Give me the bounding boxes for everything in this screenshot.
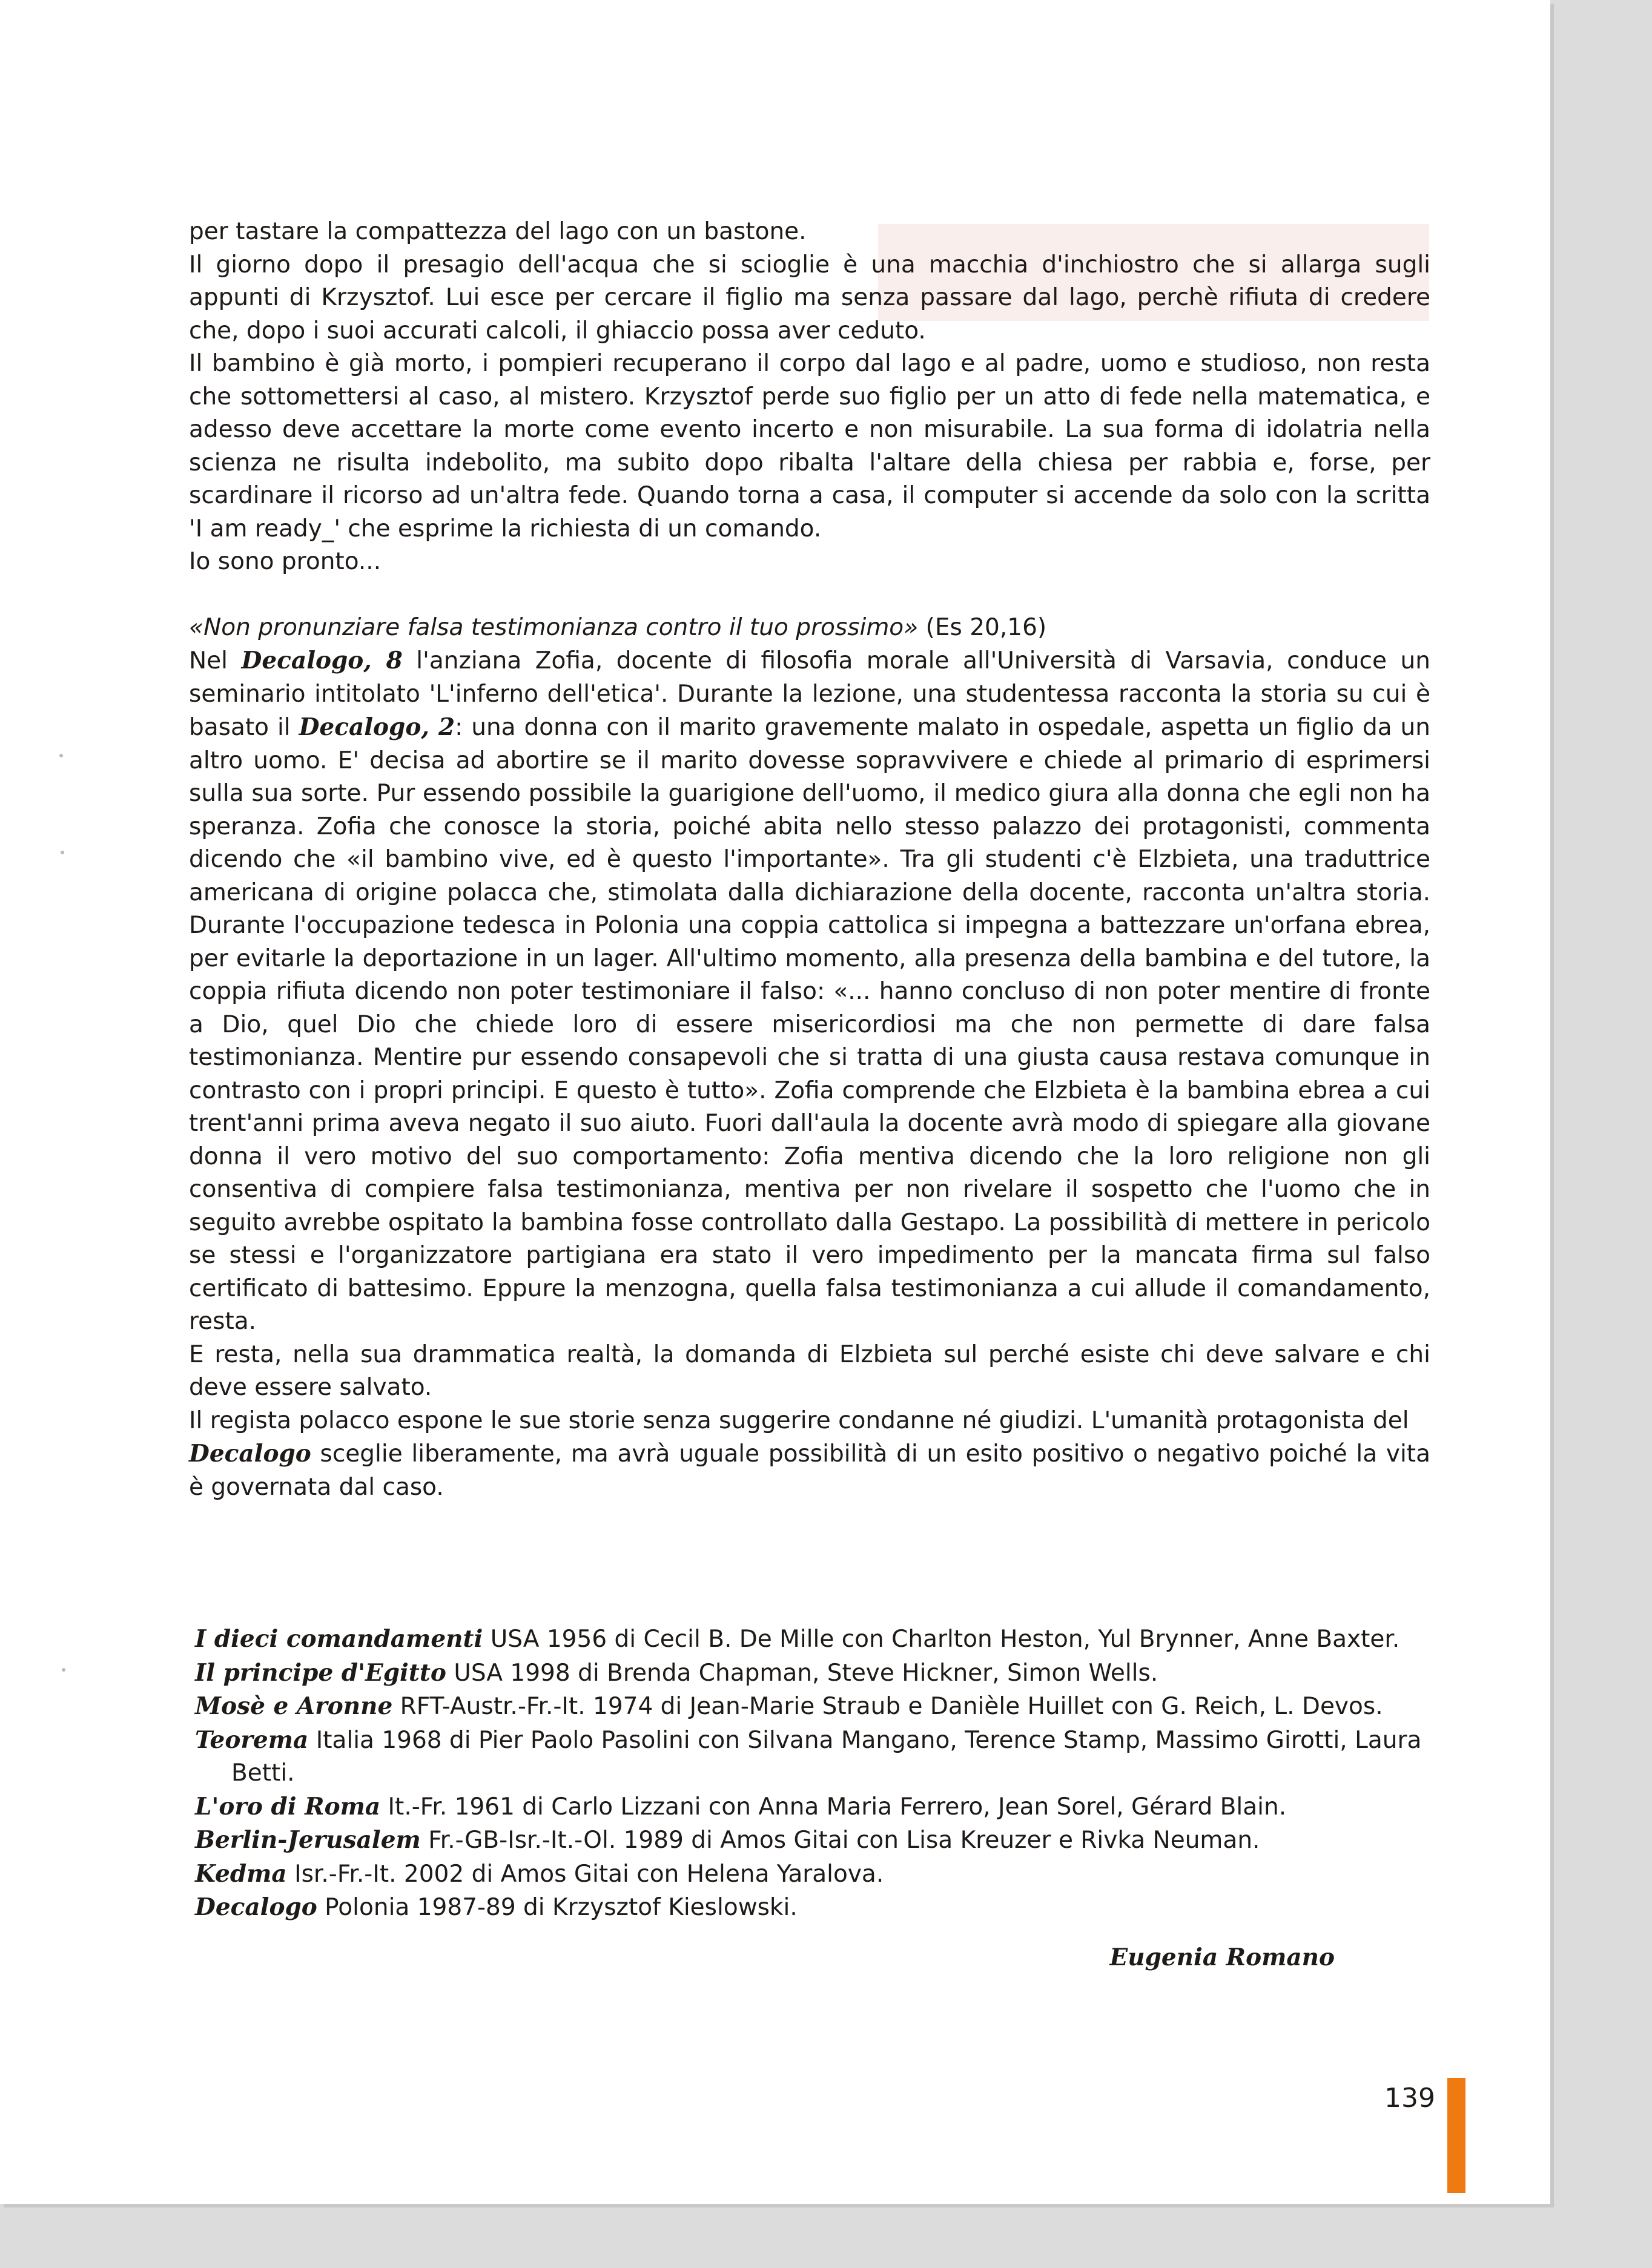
film-details: Italia 1968 di Pier Paolo Pasolini con Silvana Mangano, Terence Stamp, Massimo Girotti, Laura Betti.	[231, 1726, 1422, 1787]
scan-speck	[61, 851, 64, 854]
film-details: Isr.-Fr.-It. 2002 di Amos Gitai con Helena Yaralova.	[294, 1860, 884, 1888]
film-details: USA 1956 di Cecil B. De Mille con Charlton Heston, Yul Brynner, Anne Baxter.	[490, 1626, 1400, 1653]
film-entry	[195, 1623, 1442, 1656]
commandment-quote	[189, 612, 1430, 645]
film-entry	[195, 1858, 1442, 1891]
film-title: I dieci comandamenti	[195, 1625, 483, 1653]
text-run: l'anziana Zofia, docente di filosofia morale all'Università di Varsavia, conduce un seminario intitolato 'L'inferno dell'etica'. Durante la lezione, una studentessa racconta la storia su cui è basato il	[189, 647, 1430, 741]
body-paragraph: Io sono pronto...	[189, 548, 382, 575]
film-entry	[195, 1724, 1442, 1790]
film-reference: Decalogo	[189, 1440, 311, 1468]
text-run: sceglie liberamente, ma avrà uguale possibilità di un esito positivo o negativo poiché la vita è governata dal caso.	[189, 1440, 1430, 1501]
article-body	[189, 216, 1430, 1504]
film-entry	[195, 1656, 1442, 1690]
scan-speck	[59, 754, 63, 757]
film-title: Teorema	[195, 1726, 309, 1754]
body-paragraph: E resta, nella sua drammatica realtà, la domanda di Elzbieta sul perché esiste chi deve salvare e chi deve essere salvato.	[189, 1340, 1430, 1401]
body-paragraph	[189, 644, 1430, 1339]
film-title: Mosè e Aronne	[195, 1692, 393, 1720]
film-title: L'oro di Roma	[195, 1792, 381, 1821]
spacer	[189, 579, 1430, 612]
film-title: Kedma	[195, 1859, 287, 1888]
film-entry	[195, 1891, 1442, 1925]
film-title: Berlin-Jerusalem	[195, 1826, 421, 1854]
text-run: : una donna con il marito gravemente malato in ospedale, aspetta un figlio da un altro uomo. E' decisa ad abortire se il marito dovesse sopravvivere e chiede al primario di esprimersi sulla sua sorte. Pur essendo possibile la guarigione dell'uomo, il medico giura alla donna che egli non ha speranza. Zofia che conosce la storia, poiché abita nello stesso palazzo dei protagonisti, commenta dicendo che «il bambino vive, ed è questo l'importante». Tra gli studenti c'è Elzbieta, una traduttrice americana di origine polacca che, stimolata dalla dichiarazione della docente, racconta un'altra storia. Durante l'occupazione tedesca in Polonia una coppia cattolica si impegna a battezzare un'orfana ebrea, per evitarle la deportazione in un lager. All'ultimo momento, alla presenza della bambina e del tutore, la coppia rifiuta dicendo non poter testimoniare il falso: «... hanno concluso di non poter mentire di fronte a Dio, quel Dio che chiede loro di essere misericordiosi ma che non permette di dare falsa testimonianza. Mentire pur essendo consapevoli che si tratta di una giusta causa restava comunque in contrasto con i propri principi. E questo è tutto». Zofia comprende che Elzbieta è la bambina ebrea a cui trent'anni prima aveva negato il suo aiuto. Fuori dall'aula la docente avrà modo di spiegare alla giovane donna il vero motivo del suo comportamento: Zofia mentiva dicendo che la loro religione non gli consentiva di compiere falsa testimonianza, mentiva per non rivelare il sospetto che l'uomo che in seguito avrebbe ospitato la bambina fosse controllato dalla Gestapo. La possibilità di mettere in pericolo se stessi e l'organizzatore partigiana era stato il vero impedimento per la mancata firma sul falso certificato di battesimo. Eppure la menzogna, quella falsa testimonianza a cui allude il comandamento, resta.	[189, 714, 1430, 1335]
film-title: Il principe d'Egitto	[195, 1658, 446, 1687]
film-details: Fr.-GB-Isr.-It.-Ol. 1989 di Amos Gitai con Lisa Kreuzer e Rivka Neuman.	[428, 1827, 1260, 1854]
film-entry	[195, 1690, 1442, 1724]
film-entry	[195, 1790, 1442, 1824]
page-accent-bar	[1447, 2078, 1465, 2193]
body-paragraph: Il bambino è già morto, i pompieri recuperano il corpo dal lago e al padre, uomo e studioso, non resta che sottomettersi al caso, al mistero. Krzysztof perde suo figlio per un atto di fede nella matematica, e adesso deve accettare la morte come evento incerto e non misurabile. La sua forma di idolatria nella scienza ne risulta indebolito, ma subito dopo ribalta l'altare della chiesa per rabbia e, forse, per scardinare il ricorso ad un'altra fede. Quando torna a casa, il computer si accende da solo con la scritta 'I am ready_' che esprime la richiesta di un comando.	[189, 350, 1430, 542]
filmography	[195, 1623, 1442, 1925]
film-details: RFT-Austr.-Fr.-It. 1974 di Jean-Marie Straub e Danièle Huillet con G. Reich, L. Devos.	[400, 1693, 1383, 1720]
author-signature: Eugenia Romano	[1109, 1943, 1335, 1971]
film-details: It.-Fr. 1961 di Carlo Lizzani con Anna Maria Ferrero, Jean Sorel, Gérard Blain.	[388, 1793, 1287, 1821]
text-run: Nel	[189, 647, 228, 674]
film-entry	[195, 1824, 1442, 1858]
film-title: Decalogo	[195, 1893, 317, 1921]
body-paragraph	[189, 1405, 1430, 1505]
body-paragraph: Il giorno dopo il presagio dell'acqua che si scioglie è una macchia d'inchiostro che si allarga sugli appunti di Krzysztof. Lui esce per cercare il figlio ma senza passare dal lago, perchè rifiuta di credere che, dopo i suoi accurati calcoli, il ghiaccio possa aver ceduto.	[189, 251, 1430, 344]
film-reference: Decalogo, 2	[299, 713, 455, 741]
quote-text: «Non pronunziare falsa testimonianza contro il tuo prossimo»	[189, 613, 919, 641]
quote-reference: (Es 20,16)	[925, 613, 1047, 641]
film-details: USA 1998 di Brenda Chapman, Steve Hickner, Simon Wells.	[454, 1659, 1158, 1687]
text-run: Il regista polacco espone le sue storie senza suggerire condanne né giudizi. L'umanità protagonista del	[189, 1406, 1409, 1434]
film-details: Polonia 1987-89 di Krzysztof Kieslowski.	[325, 1894, 798, 1921]
scan-speck	[62, 1668, 65, 1672]
film-reference: Decalogo, 8	[241, 647, 403, 674]
body-paragraph: per tastare la compattezza del lago con un bastone.	[189, 218, 807, 245]
page-number: 139	[1384, 2083, 1435, 2114]
